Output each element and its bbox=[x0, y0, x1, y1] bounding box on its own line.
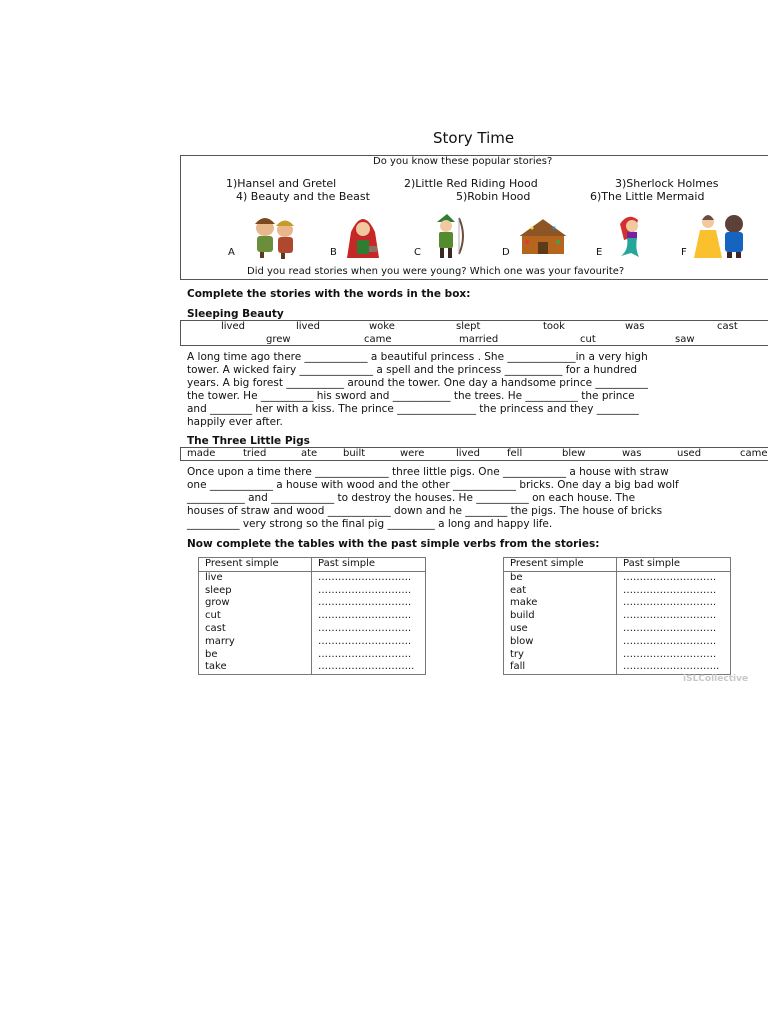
present-verb: be bbox=[504, 571, 617, 584]
past-verb-blank[interactable]: ………………………. bbox=[318, 571, 412, 583]
present-verb: eat bbox=[504, 585, 617, 598]
past-verb-blank[interactable]: ………………………. bbox=[623, 597, 717, 609]
past-verb-blank[interactable]: ……………………….. bbox=[318, 661, 415, 673]
picture-letter-e: E bbox=[596, 247, 603, 258]
robin-hood-illustration bbox=[425, 212, 469, 260]
story-text-line: tower. A wicked fairy ______________ a spell and the princess ___________ for a hundred bbox=[187, 364, 638, 376]
table-header: Past simple bbox=[617, 558, 731, 572]
story-text-line: years. A big forest ___________ around the tower. One day a handsome prince __________ bbox=[187, 377, 648, 389]
table-header: Present simple bbox=[504, 558, 617, 572]
word-box-item: married bbox=[459, 334, 499, 345]
picture-letter-b: B bbox=[330, 247, 337, 258]
story-text-line: happily ever after. bbox=[187, 416, 283, 428]
word-box-item: lived bbox=[456, 448, 480, 459]
story-text-line: ___________ and ____________ to destroy the houses. He __________ on each house. The bbox=[187, 492, 636, 504]
present-verb: cut bbox=[199, 610, 312, 623]
word-box-item: ate bbox=[301, 448, 318, 459]
past-verb-blank[interactable]: ………………………. bbox=[623, 635, 717, 647]
table-row bbox=[199, 649, 426, 662]
table-header: Present simple bbox=[199, 558, 312, 572]
table-row bbox=[504, 571, 731, 584]
table-row bbox=[199, 636, 426, 649]
table-row bbox=[199, 623, 426, 636]
section-heading-three-little-pigs: The Three Little Pigs bbox=[187, 435, 310, 447]
hansel-gretel-illustration bbox=[243, 210, 303, 260]
page-title: Story Time bbox=[433, 129, 515, 147]
word-box-item: blew bbox=[562, 448, 586, 459]
past-verb-blank[interactable]: ……………………….. bbox=[623, 661, 720, 673]
table-row bbox=[199, 610, 426, 623]
word-box-item: took bbox=[543, 321, 565, 332]
word-box-item: was bbox=[622, 448, 642, 459]
past-verb-blank[interactable]: ………………………. bbox=[623, 622, 717, 634]
word-box-item: lived bbox=[221, 321, 245, 332]
story-text-line: one ____________ a house with wood and the other ____________ bricks. One day a big bad wolf bbox=[187, 479, 679, 491]
word-box-item: fell bbox=[507, 448, 523, 459]
watermark: iSLCollective bbox=[683, 674, 749, 684]
story-title: 4) Beauty and the Beast bbox=[236, 190, 370, 203]
verb-table-left bbox=[198, 557, 426, 675]
instruction-complete-tables: Now complete the tables with the past simple verbs from the stories: bbox=[187, 538, 600, 550]
table-row bbox=[504, 636, 731, 649]
past-verb-blank[interactable]: ………………………. bbox=[623, 571, 717, 583]
little-mermaid-illustration bbox=[610, 212, 656, 260]
table-row bbox=[199, 597, 426, 610]
story-title: 3)Sherlock Holmes bbox=[615, 177, 719, 190]
present-verb: sleep bbox=[199, 585, 312, 598]
table-row bbox=[199, 661, 426, 674]
table-row bbox=[199, 571, 426, 584]
word-box-item: built bbox=[343, 448, 366, 459]
story-text-line: the tower. He __________ his sword and ___________ the trees. He __________ the prince bbox=[187, 390, 635, 402]
present-verb: grow bbox=[199, 597, 312, 610]
picture-letter-f: F bbox=[681, 247, 687, 258]
word-box-item: slept bbox=[456, 321, 481, 332]
word-box-item: came bbox=[740, 448, 768, 459]
red-riding-hood-illustration bbox=[343, 212, 383, 260]
table-header: Past simple bbox=[312, 558, 426, 572]
past-verb-blank[interactable]: ………………………. bbox=[318, 648, 412, 660]
past-verb-blank[interactable]: ………………………. bbox=[623, 610, 717, 622]
word-box-item: cast bbox=[717, 321, 738, 332]
story-text-line: Once upon a time there ______________ three little pigs. One ____________ a house with straw bbox=[187, 466, 669, 478]
intro-question: Do you know these popular stories? bbox=[373, 156, 553, 167]
word-box-item: used bbox=[677, 448, 702, 459]
story-title: 2)Little Red Riding Hood bbox=[404, 177, 538, 190]
beauty-beast-illustration bbox=[692, 210, 752, 260]
word-box-item: grew bbox=[266, 334, 291, 345]
word-box-item: was bbox=[625, 321, 645, 332]
picture-letter-d: D bbox=[502, 247, 510, 258]
word-box-item: came bbox=[364, 334, 392, 345]
story-text-line: A long time ago there ____________ a beautiful princess . She _____________in a very high bbox=[187, 351, 648, 363]
table-row bbox=[504, 623, 731, 636]
word-box-item: were bbox=[400, 448, 425, 459]
past-verb-blank[interactable]: ………………………. bbox=[318, 584, 412, 596]
present-verb: take bbox=[199, 661, 312, 674]
present-verb: marry bbox=[199, 636, 312, 649]
instruction-complete-stories: Complete the stories with the words in the box: bbox=[187, 288, 471, 300]
present-verb: try bbox=[504, 649, 617, 662]
story-title: 5)Robin Hood bbox=[456, 190, 531, 203]
gingerbread-house-illustration bbox=[510, 214, 576, 258]
word-box-item: lived bbox=[296, 321, 320, 332]
word-box-item: saw bbox=[675, 334, 695, 345]
story-text-line: houses of straw and wood ____________ down and he ________ the pigs. The house of bricks bbox=[187, 505, 663, 517]
present-verb: be bbox=[199, 649, 312, 662]
intro-question-2: Did you read stories when you were young? Which one was your favourite? bbox=[247, 266, 625, 277]
present-verb: make bbox=[504, 597, 617, 610]
table-row bbox=[504, 661, 731, 674]
present-verb: cast bbox=[199, 623, 312, 636]
story-title: 6)The Little Mermaid bbox=[590, 190, 705, 203]
past-verb-blank[interactable]: ………………………. bbox=[623, 648, 717, 660]
table-row bbox=[504, 610, 731, 623]
past-verb-blank[interactable]: ………………………. bbox=[318, 622, 412, 634]
word-box-item: woke bbox=[369, 321, 395, 332]
picture-letter-c: C bbox=[414, 247, 421, 258]
present-verb: use bbox=[504, 623, 617, 636]
past-verb-blank[interactable]: ………………………. bbox=[318, 635, 412, 647]
table-row bbox=[504, 649, 731, 662]
section-heading-sleeping-beauty: Sleeping Beauty bbox=[187, 308, 284, 320]
past-verb-blank[interactable]: ………………………. bbox=[623, 584, 717, 596]
table-row bbox=[504, 585, 731, 598]
present-verb: build bbox=[504, 610, 617, 623]
verb-table-right bbox=[503, 557, 731, 675]
present-verb: blow bbox=[504, 636, 617, 649]
story-title: 1)Hansel and Gretel bbox=[226, 177, 337, 190]
word-box-item: cut bbox=[580, 334, 596, 345]
past-verb-blank[interactable]: ………………………. bbox=[318, 610, 412, 622]
table-row bbox=[504, 597, 731, 610]
table-row bbox=[199, 585, 426, 598]
past-verb-blank[interactable]: ………………………. bbox=[318, 597, 412, 609]
story-text-line: and ________ her with a kiss. The prince _______________ the princess and they ________ bbox=[187, 403, 639, 415]
story-text-line: __________ very strong so the final pig _________ a long and happy life. bbox=[187, 518, 553, 530]
word-box-item: tried bbox=[243, 448, 267, 459]
present-verb: live bbox=[199, 571, 312, 584]
word-box-item: made bbox=[187, 448, 216, 459]
picture-letter-a: A bbox=[228, 247, 235, 258]
present-verb: fall bbox=[504, 661, 617, 674]
